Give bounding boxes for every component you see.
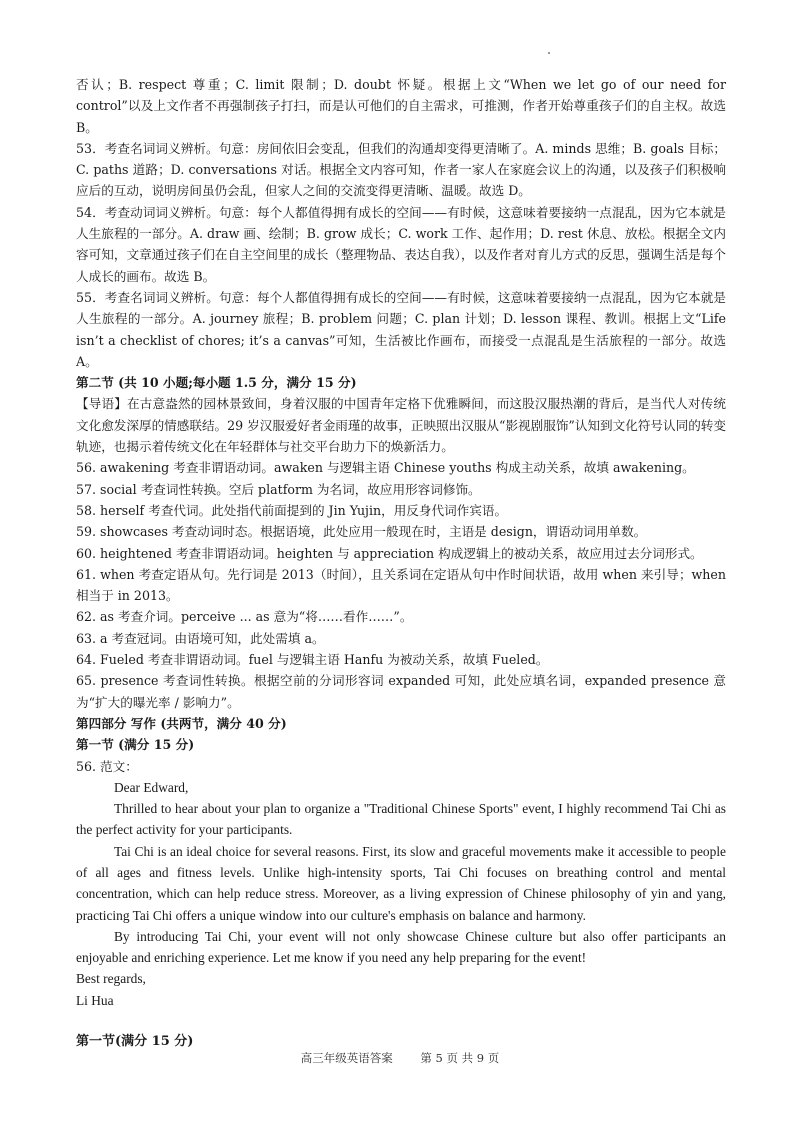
blank-60: 60. heightened 考查非谓语动词。heighten 与 appreciation 构成逻辑上的被动关系，故应用过去分词形式。 <box>76 545 703 561</box>
next-section-heading: 第一节(满分 15 分) <box>76 1034 194 1049</box>
blank-56: 56. awakening 考查非谓语动词。awaken 与逻辑主语 Chinese youths 构成主动关系，故填 awakening。 <box>76 460 695 476</box>
model-essay <box>76 777 726 1011</box>
blank-65: 65. presence 考查词性转换。根据空前的分词形容词 expanded 可知，此处应填名词，expanded presence 意为“扩大的曝光率 / 影响力”。 <box>76 673 726 710</box>
blank-64: 64. Fueled 考查非谓语动词。fuel 与逻辑主语 Hanfu 为被动关系，故填 Fueled。 <box>76 652 549 668</box>
essay-signature: Li Hua <box>76 992 114 1008</box>
blank-61: 61. when 考查定语从句。先行词是 2013（时间），且关系词在定语从句中作时间状语，故用 when 来引导；when 相当于 in 2013。 <box>76 566 726 604</box>
essay-closing: Best regards, <box>76 971 146 987</box>
answer-52-continued: 否认；B. respect 尊重；C. limit 限制；D. doubt 怀疑。根据上文“When we let go of our need for control”以及上文作者不再强制孩子打扫，而是认可他们的自主需求，可推测，作者开始尊重孩子们的自主权。故选B。 <box>76 77 726 135</box>
essay-paragraph-3: By introducing Tai Chi, your event will not only showcase Chinese culture but also offer participants an enjoyable and enriching experience. Let me know if you need any help preparing for the event! <box>76 928 726 966</box>
blank-62: 62. as 考查介词。perceive ... as 意为“将……看作……”。 <box>76 609 413 625</box>
part4-heading: 第四部分 写作 (共两节，满分 40 分) <box>76 715 287 731</box>
page-footer <box>0 1050 800 1066</box>
answer-53: 53．考查名词词义辨析。句意：房间依旧会变乱，但我们的沟通却变得更清晰了。A. minds 思维；B. goals 目标；C. paths 道路；D. conversations 对话。根据全文内容可知，作者一家人在家庭会议上的沟通，以及孩子们积极响应后的互动，说明房间虽仍会乱，但家人之间的交流变得更清晰、温暖。故选 D。 <box>76 140 726 199</box>
footer-title: 高三年级英语答案 <box>300 1051 393 1065</box>
blank-59: 59. showcases 考查动词时态。根据语境，此处应用一般现在时，主语是 design，谓语动词用单数。 <box>76 524 647 540</box>
guide-paragraph: 【导语】在古意盎然的园林景致间，身着汉服的中国青年定格下优雅瞬间，而这股汉服热潮的背后，是当代人对传统文化愈发深厚的情感联结。29 岁汉服爱好者金雨瑾的故事，正映照出汉服从“影视剧服饰”认知到文化符号认同的转变轨迹，也揭示着传统文化在年轻群体与社交平台助力下的焕新活力。 <box>76 396 726 455</box>
speck <box>548 52 550 54</box>
footer-page-number: 第 5 页 共 9 页 <box>420 1051 500 1065</box>
answer-54: 54．考查动词词义辨析。句意：每个人都值得拥有成长的空间——有时候，这意味着要接纳一点混乱，因为它本就是人生旅程的一部分。A. draw 画、绘制；B. grow 成长；C. work 工作、起作用；D. rest 休息、放松。根据全文内容可知，文章通过孩子们在自主空间里的成长（整理物品、表达自我），以及作者对育儿方式的反思，强调生活是每个人成长的画布。故选 B。 <box>76 204 726 284</box>
essay-paragraph-1: Thrilled to hear about your plan to organize a "Traditional Chinese Sports" event, I highly recommend Tai Chi as the perfect activity for your participants. <box>76 801 726 838</box>
section2-heading: 第二节 (共 10 小题;每小题 1.5 分，满分 15 分) <box>76 375 357 391</box>
blank-58: 58. herself 考查代词。此处指代前面提到的 Jin Yujin，用反身代词作宾语。 <box>76 502 508 518</box>
blank-57: 57. social 考查词性转换。空后 platform 为名词，故应用形容词修饰。 <box>76 481 481 497</box>
essay-label: 56. 范文： <box>76 758 138 774</box>
blank-63: 63. a 考查冠词。由语境可知，此处需填 a。 <box>76 630 325 646</box>
answer-55: 55．考查名词词义辨析。句意：每个人都值得拥有成长的空间——有时候，这意味着要接纳一点混乱，因为它本就是人生旅程的一部分。A. journey 旅程；B. problem 问题；C. plan 计划；D. lesson 课程、教训。根据上文“Life isn’t a checklist of chores; it’s a canvas”可知，生活被比作画布，而接受一点混乱是生活旅程的一部分。故选 A。 <box>76 289 726 369</box>
essay-paragraph-2: Tai Chi is an ideal choice for several reasons. First, its slow and graceful movements make it accessible to people of all ages and fitness levels. Unlike high-intensity sports, Tai Chi focuses on breathing control and mental concentration, which can help reduce stress. Moreover, as a living expression of Chinese philosophy of yin and yang, practicing Tai Chi offers a unique window into our culture's emphasis on balance and harmony. <box>76 843 726 923</box>
essay-salutation: Dear Edward, <box>114 779 189 795</box>
page-content <box>76 74 726 1011</box>
section1-heading: 第一节 (满分 15 分) <box>76 737 195 753</box>
